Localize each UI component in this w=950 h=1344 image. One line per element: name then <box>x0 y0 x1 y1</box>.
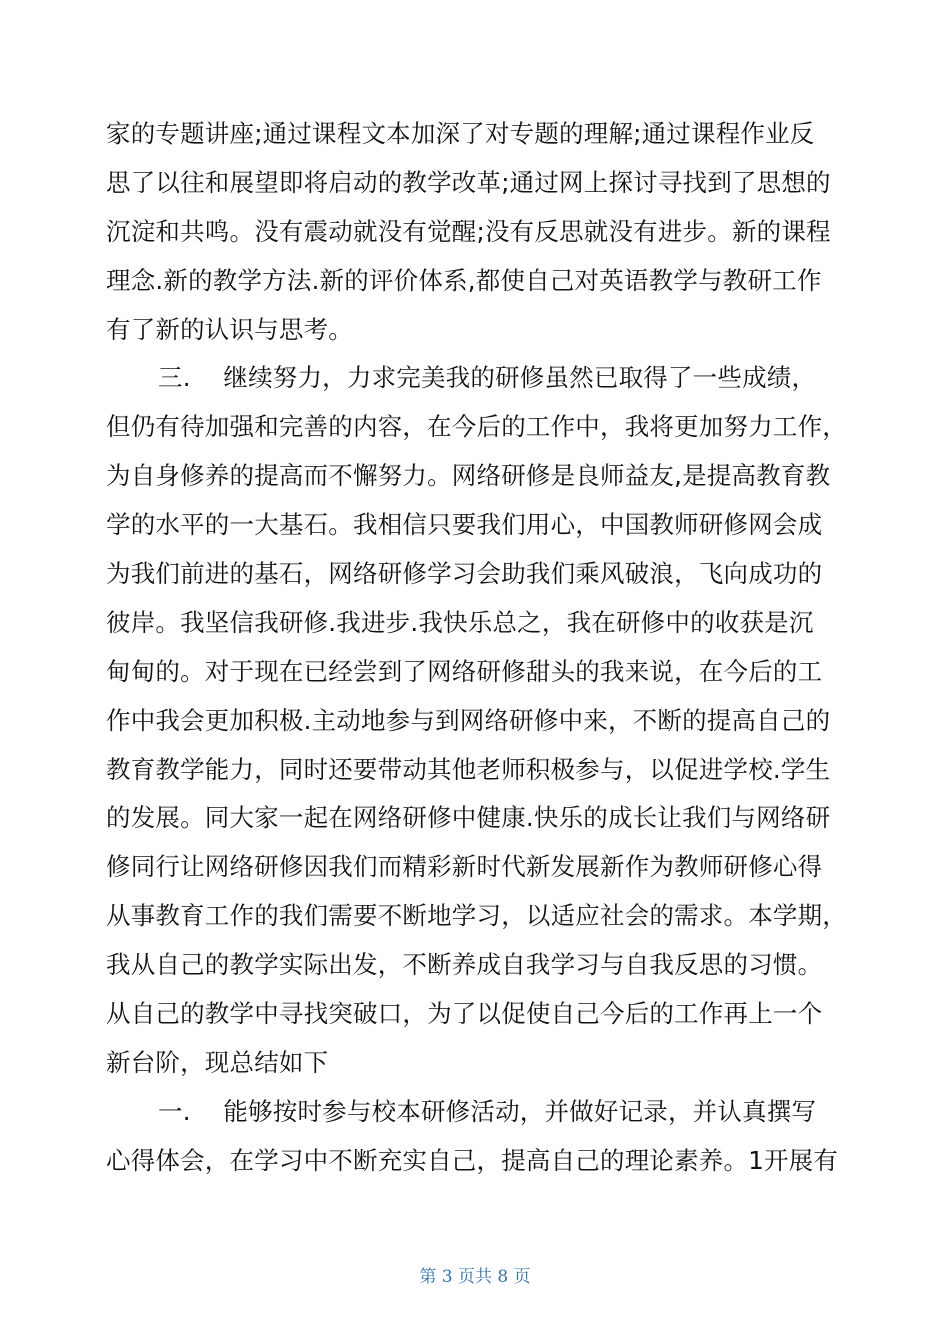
text-line-14: 教育教学能力，同时还要带动其他老师积极参与，以促进学校.学生 <box>106 754 831 784</box>
text-line-20: 新台阶，现总结如下 <box>106 1047 329 1077</box>
text-line-3: 沉淀和共鸣。没有震动就没有觉醒;没有反思就没有进步。新的课程 <box>106 216 831 246</box>
text-line-15: 的发展。同大家一起在网络研修中健康.快乐的成长让我们与网络研 <box>106 803 831 833</box>
text-line-16: 修同行让网络研修因我们而精彩新时代新发展新作为教师研修心得 <box>106 852 823 882</box>
text-line-19: 从自己的教学中寻找突破口，为了以促使自己今后的工作再上一个 <box>106 999 823 1029</box>
text-line-7: 但仍有待加强和完善的内容，在今后的工作中，我将更加努力工作， <box>106 412 847 442</box>
text-line-18: 我从自己的教学实际出发，不断养成自我学习与自我反思的习惯。 <box>106 950 823 980</box>
document-body <box>106 110 846 1186</box>
section-heading-three: 三. 继续努力，力求完美我的研修虽然已取得了一些成绩， <box>158 363 817 393</box>
text-line-12: 甸甸的。对于现在已经尝到了网络研修甜头的我来说，在今后的工 <box>106 656 823 686</box>
text-line-22: 心得体会，在学习中不断充实自己，提高自己的理论素养。1开展有 <box>106 1145 839 1175</box>
text-line-8: 为自身修养的提高而不懈努力。网络研修是良师益友,是提高教育教 <box>106 461 831 491</box>
text-line-17: 从事教育工作的我们需要不断地学习，以适应社会的需求。本学期， <box>106 901 847 931</box>
text-line-4: 理念.新的教学方法.新的评价体系,都使自己对英语教学与教研工作 <box>106 265 822 295</box>
text-line-13: 作中我会更加积极.主动地参与到网络研修中来，不断的提高自己的 <box>106 705 831 735</box>
section-heading-one: 一. 能够按时参与校本研修活动，并做好记录，并认真撰写 <box>158 1096 817 1126</box>
text-line-2: 思了以往和展望即将启动的教学改革;通过网上探讨寻找到了思想的 <box>106 167 831 197</box>
text-line-5: 有了新的认识与思考。 <box>106 314 353 344</box>
text-line-9: 学的水平的一大基石。我相信只要我们用心，中国教师研修网会成 <box>106 510 823 540</box>
text-line-1: 家的专题讲座;通过课程文本加深了对专题的理解;通过课程作业反 <box>106 119 815 148</box>
page-number-footer: 第 3 页共 8 页 <box>419 1267 531 1287</box>
text-line-10: 为我们前进的基石，网络研修学习会助我们乘风破浪，飞向成功的 <box>106 559 823 589</box>
text-line-11: 彼岸。我坚信我研修.我进步.我快乐总之，我在研修中的收获是沉 <box>106 607 814 637</box>
